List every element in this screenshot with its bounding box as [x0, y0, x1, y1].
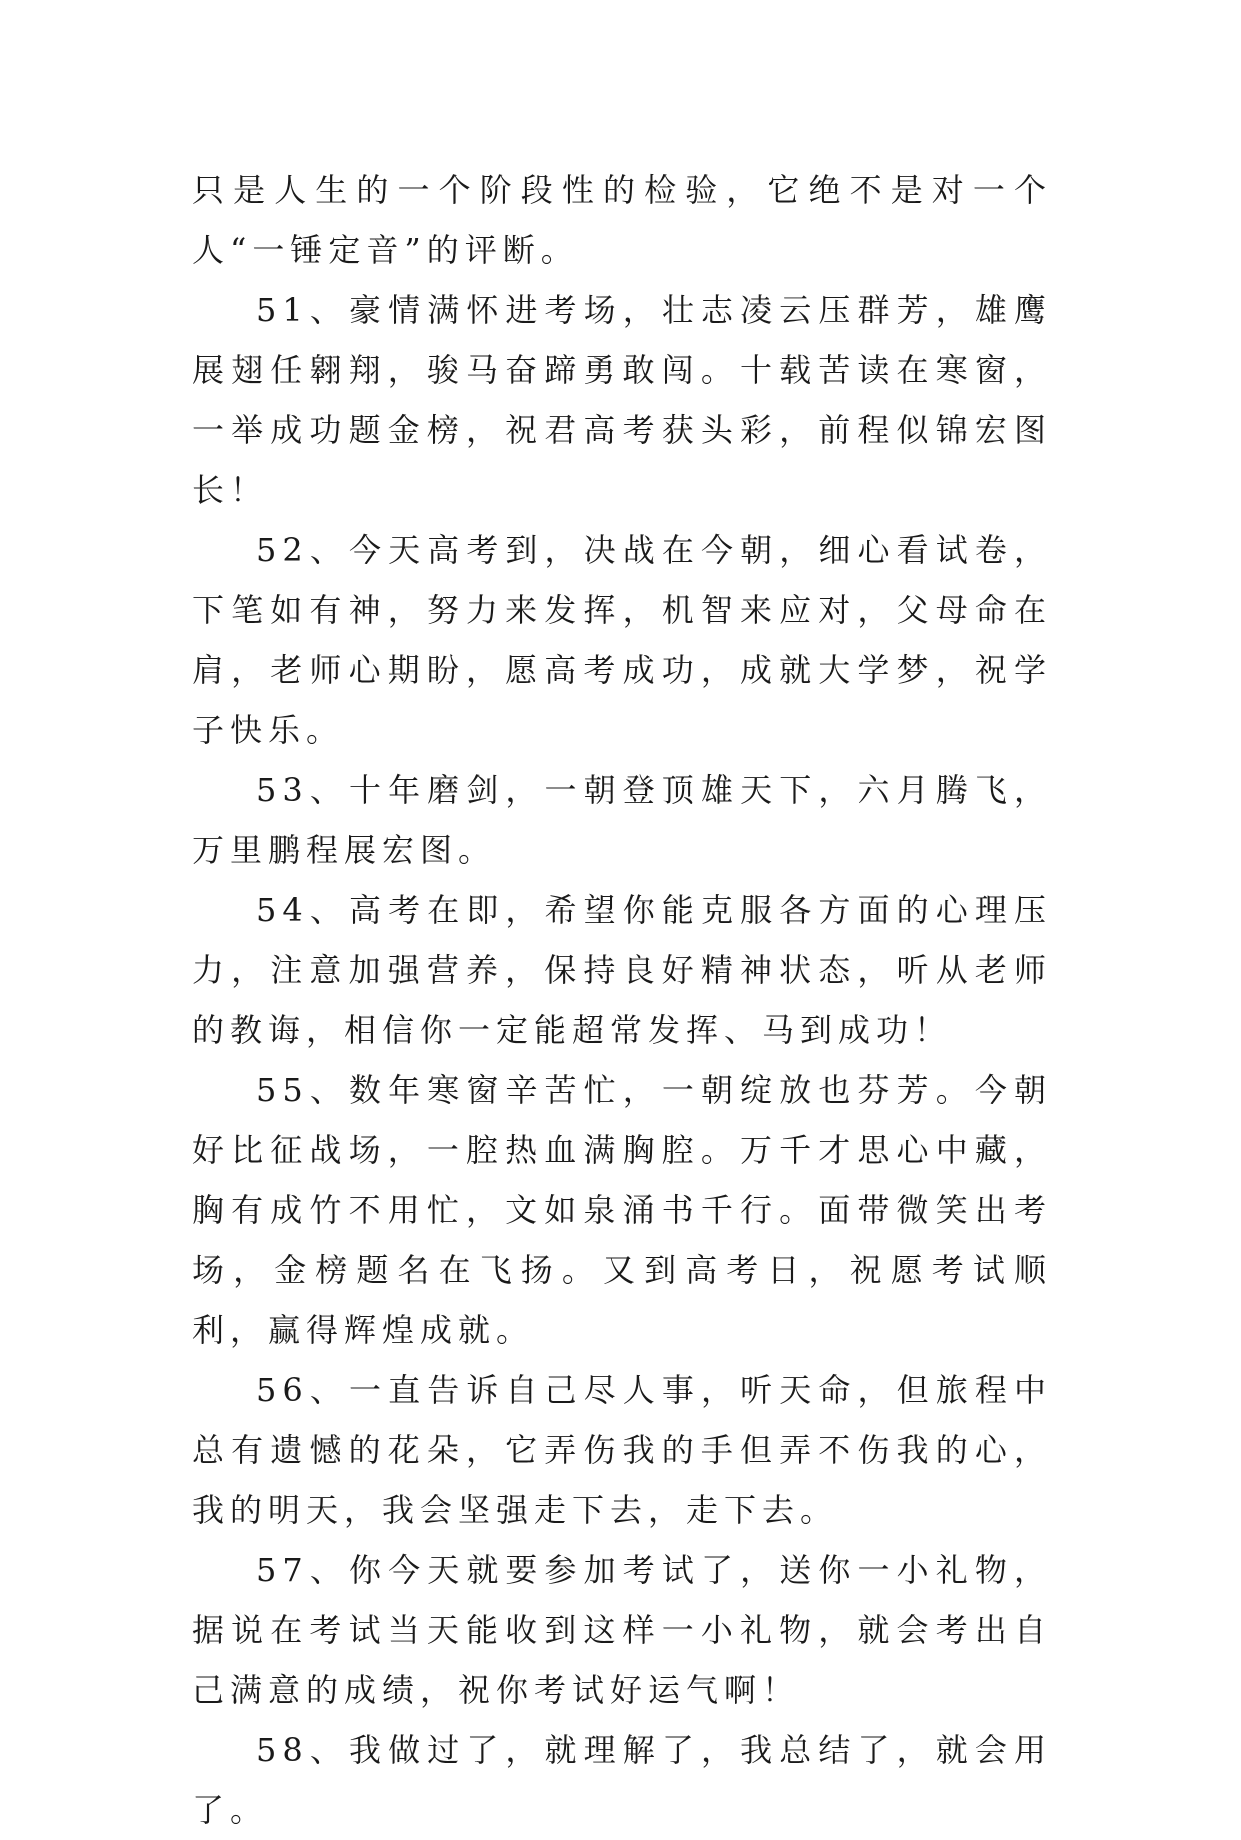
paragraph-continuation: 只是人生的一个阶段性的检验，它绝不是对一个人“一锤定音”的评断。	[192, 171, 1052, 269]
paragraph-56: 56、一直告诉自己尽人事，听天命，但旅程中总有遗憾的花朵，它弄伤我的手但弄不伤我的心，我的明天，我会坚强走下去，走下去。	[192, 1371, 1052, 1529]
paragraph-52: 52、今天高考到，决战在今朝，细心看试卷，下笔如有神，努力来发挥，机智来应对，父母命在肩，老师心期盼，愿高考成功，成就大学梦，祝学子快乐。	[192, 531, 1052, 749]
paragraph-51: 51、豪情满怀进考场，壮志凌云压群芳，雄鹰展翅任翱翔，骏马奋蹄勇敢闯。十载苦读在寒窗，一举成功题金榜，祝君高考获头彩，前程似锦宏图长！	[192, 291, 1052, 509]
paragraph-54: 54、高考在即，希望你能克服各方面的心理压力，注意加强营养，保持良好精神状态，听从老师的教诲，相信你一定能超常发挥、马到成功！	[192, 891, 1052, 1049]
paragraph-53: 53、十年磨剑，一朝登顶雄天下，六月腾飞，万里鹏程展宏图。	[192, 771, 1052, 869]
paragraph-58: 58、我做过了，就理解了，我总结了，就会用了。	[192, 1731, 1052, 1829]
paragraph-57: 57、你今天就要参加考试了，送你一小礼物，据说在考试当天能收到这样一小礼物，就会考出自己满意的成绩，祝你考试好运气啊！	[192, 1551, 1052, 1709]
paragraph-55: 55、数年寒窗辛苦忙，一朝绽放也芬芳。今朝好比征战场，一腔热血满胸腔。万千才思心中藏，胸有成竹不用忙，文如泉涌书千行。面带微笑出考场，金榜题名在飞扬。又到高考日，祝愿考试顺利，赢得辉煌成就。	[192, 1071, 1052, 1349]
document-body	[192, 160, 1052, 1840]
